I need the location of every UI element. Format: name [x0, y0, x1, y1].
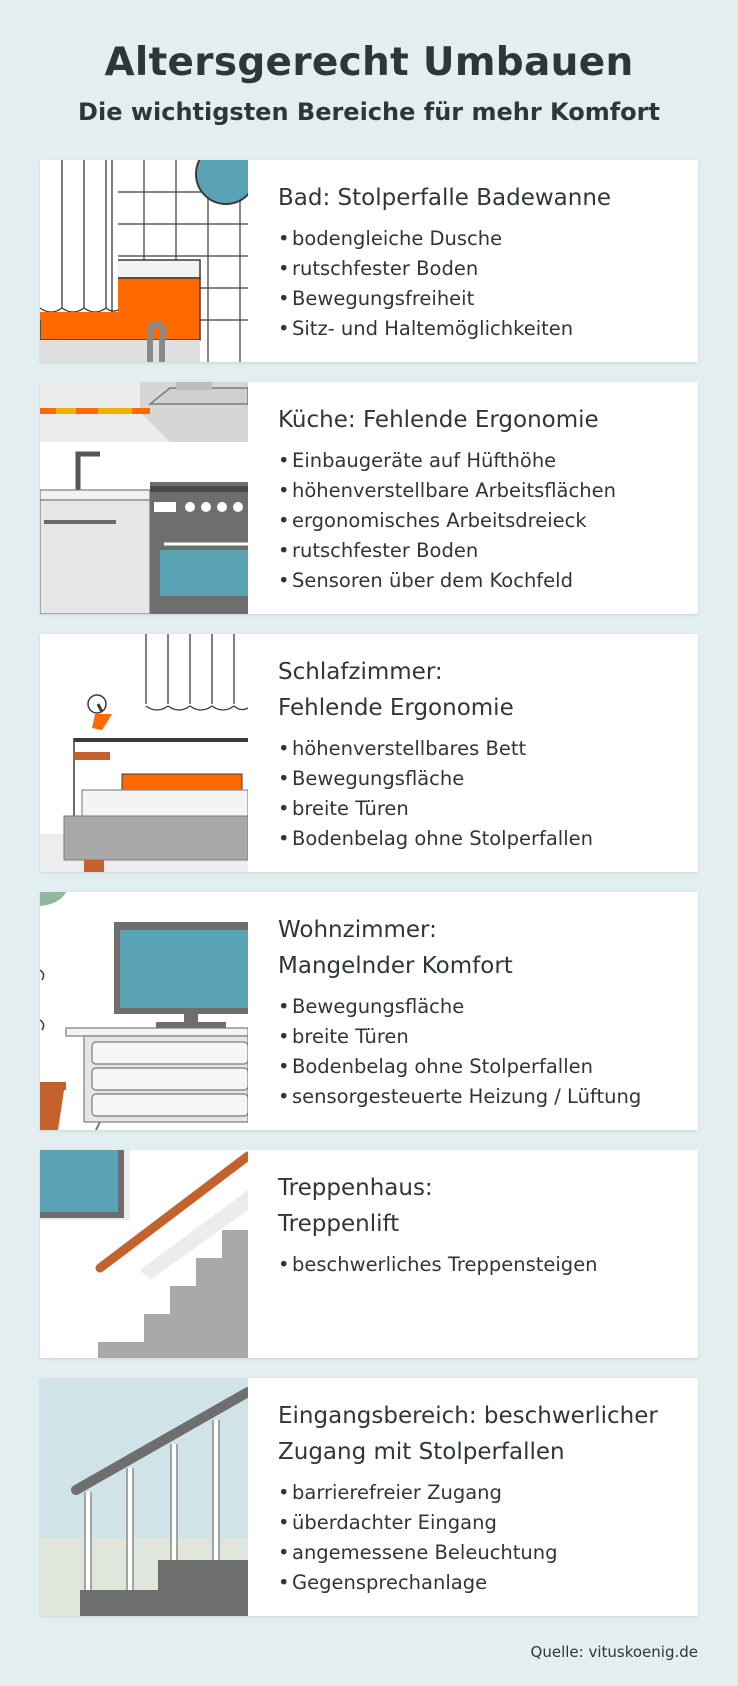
card-treppenhaus-title: Treppenhaus: Treppenlift [278, 1175, 433, 1237]
list-item: • Gegensprechanlage [278, 1571, 488, 1594]
card-treppenhaus-text [278, 1170, 684, 1280]
tv-icon [40, 892, 248, 1130]
list-item: • höhenverstellbares Bett [278, 737, 527, 760]
card-bad-title: Bad: Stolperfalle Badewanne [278, 185, 612, 211]
list-item: • rutschfester Boden [278, 257, 479, 280]
list-item: • breite Türen [278, 797, 409, 820]
page-subtitle: Die wichtigsten Bereiche für mehr Komfort [78, 98, 660, 126]
bed-icon [40, 634, 248, 872]
card-kueche-text [278, 402, 684, 596]
list-item: • bodengleiche Dusche [278, 227, 503, 250]
kitchen-icon [40, 382, 248, 614]
card-treppenhaus [40, 1150, 698, 1358]
card-bad-text [278, 180, 684, 344]
list-item: • Bewegungsfreiheit [278, 287, 475, 310]
list-item: • Sensoren über dem Kochfeld [278, 569, 573, 592]
source-credit: Quelle: vituskoenig.de [530, 1643, 698, 1661]
card-wohnzimmer [40, 892, 698, 1130]
card-eingangsbereich-list [278, 1478, 684, 1598]
list-item: • Bewegungsfläche [278, 767, 465, 790]
card-kueche-title: Küche: Fehlende Ergonomie [278, 407, 599, 433]
card-wohnzimmer-title: Wohnzimmer: Mangelnder Komfort [278, 917, 513, 979]
list-item: • überdachter Eingang [278, 1511, 497, 1534]
stairs-icon [40, 1150, 248, 1358]
list-item: • angemessene Beleuchtung [278, 1541, 558, 1564]
card-schlafzimmer-list [278, 734, 684, 854]
card-kueche [40, 382, 698, 614]
list-item: • breite Türen [278, 1025, 409, 1048]
bathtub-icon [40, 160, 248, 362]
card-eingangsbereich [40, 1378, 698, 1616]
card-bad [40, 160, 698, 362]
list-item: • Sitz- und Haltemöglichkeiten [278, 317, 574, 340]
card-schlafzimmer-text [278, 654, 684, 854]
list-item: • Bodenbelag ohne Stolperfallen [278, 1055, 593, 1078]
list-item: • rutschfester Boden [278, 539, 479, 562]
list-item: • barrierefreier Zugang [278, 1481, 502, 1504]
card-bad-list [278, 224, 684, 344]
list-item: • sensorgesteuerte Heizung / Lüftung [278, 1085, 642, 1108]
card-wohnzimmer-text [278, 912, 684, 1112]
list-item: • beschwerliches Treppensteigen [278, 1253, 598, 1276]
card-kueche-list [278, 446, 684, 596]
list-item: • Einbaugeräte auf Hüfthöhe [278, 449, 557, 472]
page-title: Altersgerecht Umbauen [104, 40, 634, 85]
card-schlafzimmer [40, 634, 698, 872]
list-item: • Bodenbelag ohne Stolperfallen [278, 827, 593, 850]
card-eingangsbereich-text [278, 1398, 684, 1598]
card-treppenhaus-list [278, 1250, 684, 1280]
card-wohnzimmer-list [278, 992, 684, 1112]
entrance-icon [40, 1378, 248, 1616]
card-schlafzimmer-title: Schlafzimmer: Fehlende Ergonomie [278, 659, 514, 721]
list-item: • Bewegungsfläche [278, 995, 465, 1018]
card-eingangsbereich-title: Eingangsbereich: beschwerlicher Zugang mit Stolperfallen [278, 1403, 658, 1465]
list-item: • höhenverstellbare Arbeitsflächen [278, 479, 616, 502]
list-item: • ergonomisches Arbeitsdreieck [278, 509, 587, 532]
